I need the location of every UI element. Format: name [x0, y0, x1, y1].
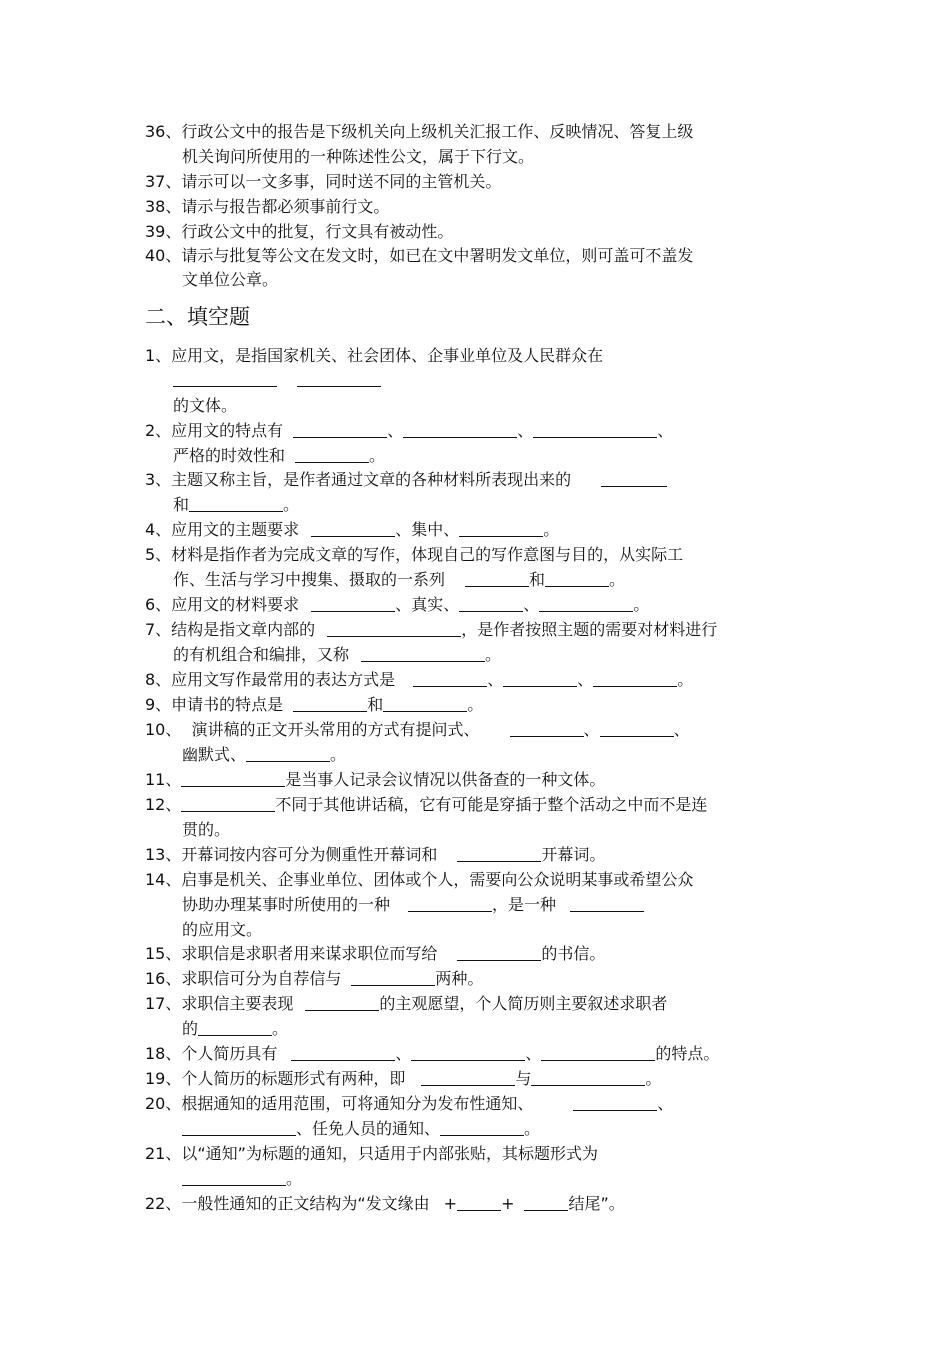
fill-item-line	[173, 494, 299, 516]
answer-blank	[593, 670, 677, 687]
text-segment: 。	[467, 695, 484, 714]
fill-item-line	[173, 369, 381, 391]
fill-item-line	[173, 644, 501, 666]
answer-blank	[524, 1194, 568, 1211]
text-segment: 、任免人员的通知、	[296, 1119, 441, 1138]
answer-blank	[182, 1119, 296, 1136]
answer-blank	[295, 446, 369, 463]
fill-item-line	[182, 1168, 302, 1190]
answer-blank	[293, 421, 387, 438]
text-segment: 12、	[145, 795, 182, 814]
answer-blank	[533, 421, 657, 438]
answer-blank	[182, 1169, 286, 1186]
fill-item-line	[145, 1093, 673, 1115]
text-segment: 21、以“通知”为标题的通知，只适用于内部张贴，其标题形式为	[145, 1144, 598, 1163]
judgment-item-line	[182, 269, 278, 291]
answer-blank	[545, 570, 609, 587]
text-segment: 。	[609, 570, 626, 589]
text-segment: 、集中、	[395, 520, 460, 539]
fill-item-line	[182, 819, 230, 841]
text-segment: 、	[657, 1094, 674, 1113]
answer-blank	[457, 944, 541, 961]
text-segment: 。	[286, 1169, 303, 1188]
text-segment: 与	[515, 1069, 532, 1088]
text-segment: 两种。	[435, 969, 484, 988]
text-segment: 、	[523, 595, 540, 614]
text-segment: 10、 演讲稿的正文开头常用的方式有提问式、	[145, 720, 480, 739]
text-segment: 14、启事是机关、企事业单位、团体或个人，需要向公众说明某事或希望公众	[145, 870, 694, 889]
text-segment: 。	[645, 1069, 662, 1088]
answer-blank	[457, 1194, 501, 1211]
answer-blank	[600, 720, 674, 737]
answer-blank	[503, 670, 577, 687]
text-segment: 、	[583, 720, 600, 739]
text-segment: 是当事人记录会议情况以供备查的一种文体。	[285, 770, 606, 789]
text-segment: 36、行政公文中的报告是下级机关向上级机关汇报工作、反映情况、答复上级	[145, 122, 694, 141]
text-segment: 。	[677, 670, 694, 689]
text-segment: 5、材料是指作者为完成文章的写作，体现自己的写作意图与目的，从实际工	[145, 545, 684, 564]
text-segment: 的	[182, 1019, 199, 1038]
answer-blank	[541, 1044, 655, 1061]
text-segment: 9、申请书的特点是	[145, 695, 284, 714]
answer-blank	[351, 969, 435, 986]
fill-item-line	[145, 469, 667, 491]
text-segment: 机关询问所使用的一种陈述性公文，属于下行文。	[182, 147, 535, 166]
text-segment: 22、一般性通知的正文结构为“发文缘由	[145, 1194, 430, 1213]
text-segment: 39、行政公文中的批复，行文具有被动性。	[145, 222, 454, 241]
text-segment: 和	[529, 570, 546, 589]
answer-blank	[189, 495, 283, 512]
fill-item-line	[145, 544, 683, 566]
fill-item-line	[145, 719, 690, 741]
fill-item-line	[145, 1068, 661, 1090]
answer-blank	[173, 370, 277, 387]
text-segment: 幽默式、	[182, 745, 247, 764]
fill-item-line	[145, 993, 667, 1015]
text-segment: 19、个人简历的标题形式有两种，即	[145, 1069, 406, 1088]
text-segment: 协助办理某事时所使用的一种	[182, 895, 391, 914]
answer-blank	[440, 1119, 524, 1136]
text-segment: +	[443, 1194, 458, 1213]
text-segment: 。	[330, 745, 347, 764]
answer-blank	[293, 695, 367, 712]
text-segment: 37、请示可以一文多事，同时送不同的主管机关。	[145, 172, 502, 191]
fill-item-line	[173, 569, 625, 591]
fill-item-line	[173, 395, 237, 417]
text-segment: 、	[525, 1044, 542, 1063]
fill-item-line	[145, 669, 693, 691]
text-segment: 13、开幕词按内容可分为侧重性开幕词和	[145, 845, 438, 864]
answer-blank	[573, 1094, 657, 1111]
text-segment: 、	[517, 421, 534, 440]
text-segment: 20、根据通知的适用范围，可将通知分为发布性通知、	[145, 1094, 534, 1113]
answer-blank	[297, 370, 381, 387]
fill-item-line	[145, 594, 649, 616]
text-segment: 和	[367, 695, 384, 714]
answer-blank	[311, 595, 395, 612]
text-segment: ，是作者按照主题的需要对材料进行	[461, 620, 718, 639]
text-segment: 、	[657, 421, 674, 440]
judgment-item-line	[145, 171, 501, 193]
answer-blank	[459, 595, 523, 612]
text-segment: 。	[543, 520, 560, 539]
answer-blank	[570, 895, 644, 912]
text-segment: 1、应用文，是指国家机关、社会团体、企事业单位及人民群众在	[145, 346, 604, 365]
judgment-item-line	[145, 121, 693, 143]
answer-blank	[413, 670, 487, 687]
answer-blank	[421, 1069, 515, 1086]
fill-item-line	[145, 769, 605, 791]
fill-item-line	[145, 943, 605, 965]
text-segment: 、	[387, 421, 404, 440]
fill-item-line	[182, 894, 644, 916]
text-segment: 11、	[145, 770, 182, 789]
section-title: 二、填空题	[145, 305, 250, 329]
text-segment: 的有机组合和编排，又称	[173, 645, 350, 664]
fill-item-line	[145, 794, 707, 816]
answer-blank	[403, 421, 517, 438]
answer-blank	[181, 770, 285, 787]
text-segment: 、真实、	[395, 595, 460, 614]
text-segment: 3、主题又称主旨，是作者通过文章的各种材料所表现出来的	[145, 470, 572, 489]
text-segment: 8、应用文写作最常用的表达方式是	[145, 670, 396, 689]
answer-blank	[531, 1069, 645, 1086]
answer-blank	[291, 1044, 395, 1061]
fill-item-line	[182, 1018, 288, 1040]
text-segment: 结尾”。	[568, 1194, 625, 1213]
judgment-item-line	[145, 221, 453, 243]
answer-blank	[457, 845, 541, 862]
answer-blank	[459, 520, 543, 537]
fill-item-line	[145, 968, 483, 990]
answer-blank	[198, 1019, 272, 1036]
text-segment: 严格的时效性和	[173, 446, 286, 465]
fill-item-line	[173, 445, 385, 467]
text-segment: 。	[633, 595, 650, 614]
text-segment: 17、求职信主要表现	[145, 994, 294, 1013]
fill-item-line	[145, 694, 483, 716]
text-segment: 15、求职信是求职者用来谋求职位而写给	[145, 944, 438, 963]
text-segment: +	[501, 1194, 515, 1213]
answer-blank	[601, 470, 667, 487]
fill-item-line	[145, 420, 673, 442]
fill-item-line	[145, 519, 559, 541]
text-segment: 。	[485, 645, 502, 664]
text-segment: 作、生活与学习中搜集、摄取的一系列	[173, 570, 446, 589]
text-segment: 不同于其他讲话稿，它有可能是穿插于整个活动之中而不是连	[275, 795, 708, 814]
text-segment: 、	[577, 670, 594, 689]
text-segment: ，是一种	[492, 895, 557, 914]
text-segment: 18、个人简历具有	[145, 1044, 278, 1063]
answer-blank	[408, 895, 492, 912]
fill-item-line	[145, 1043, 719, 1065]
text-segment: 。	[369, 446, 386, 465]
text-segment: 开幕词。	[541, 845, 606, 864]
fill-item-line	[145, 1143, 598, 1165]
fill-item-line	[182, 744, 346, 766]
answer-blank	[510, 720, 584, 737]
judgment-item-line	[145, 245, 693, 267]
answer-blank	[327, 620, 461, 637]
text-segment: 7、结构是指文章内部的	[145, 620, 316, 639]
text-segment: 文单位公章。	[182, 270, 279, 289]
fill-item-line	[145, 844, 605, 866]
fill-item-line	[182, 1118, 540, 1140]
fill-item-line	[182, 919, 262, 941]
judgment-item-line	[145, 196, 389, 218]
text-segment: 的主观愿望，个人简历则主要叙述求职者	[379, 994, 668, 1013]
text-segment: 。	[283, 495, 300, 514]
text-segment: 、	[487, 670, 504, 689]
fill-item-line	[145, 619, 717, 641]
answer-blank	[181, 795, 275, 812]
text-segment: 40、请示与批复等公文在发文时，如已在文中署明发文单位，则可盖可不盖发	[145, 246, 694, 265]
text-segment: 38、请示与报告都必须事前行文。	[145, 197, 390, 216]
answer-blank	[361, 645, 485, 662]
judgment-item-line	[182, 146, 534, 168]
text-segment: 。	[524, 1119, 541, 1138]
answer-blank	[539, 595, 633, 612]
text-segment: 的特点。	[655, 1044, 720, 1063]
answer-blank	[411, 1044, 525, 1061]
text-segment: 的文体。	[173, 396, 238, 415]
text-segment: 、	[673, 720, 690, 739]
text-segment: 的应用文。	[182, 920, 263, 939]
text-segment: 。	[272, 1019, 289, 1038]
text-segment: 16、求职信可分为自荐信与	[145, 969, 342, 988]
fill-item-line	[145, 1193, 625, 1215]
text-segment: 、	[395, 1044, 412, 1063]
text-segment: 的书信。	[541, 944, 606, 963]
answer-blank	[465, 570, 529, 587]
answer-blank	[246, 745, 330, 762]
answer-blank	[305, 994, 379, 1011]
answer-blank	[383, 695, 467, 712]
text-segment: 6、应用文的材料要求	[145, 595, 300, 614]
text-segment: 4、应用文的主题要求	[145, 520, 300, 539]
text-segment: 2、应用文的特点有	[145, 421, 284, 440]
answer-blank	[311, 520, 395, 537]
text-segment: 贯的。	[182, 820, 231, 839]
text-segment: 和	[173, 495, 190, 514]
fill-item-line	[145, 869, 693, 891]
fill-item-line	[145, 345, 603, 367]
